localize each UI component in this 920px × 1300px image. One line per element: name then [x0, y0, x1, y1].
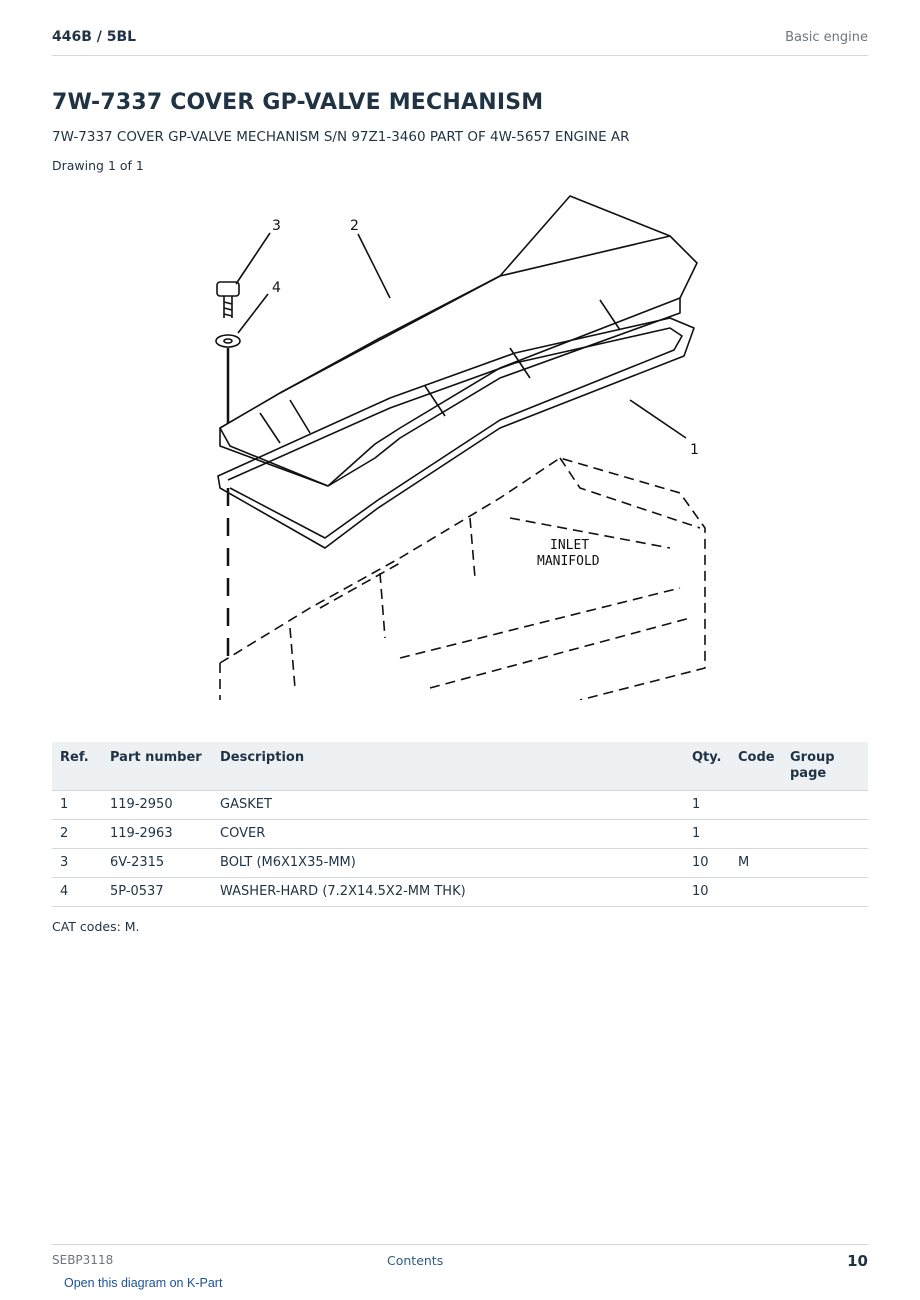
row-part-number: 6V-2315	[102, 849, 212, 878]
row-description: WASHER-HARD (7.2X14.5X2-MM THK)	[212, 878, 684, 907]
page-title: 7W-7337 COVER GP-VALVE MECHANISM	[52, 90, 544, 115]
col-group-page: Group page	[782, 742, 868, 791]
inlet-manifold-label-2: MANIFOLD	[537, 554, 600, 569]
row-qty: 1	[684, 791, 730, 820]
callout-label-1: 1	[690, 442, 699, 458]
callout-label-3: 3	[272, 218, 281, 234]
row-description: COVER	[212, 820, 684, 849]
leader-line-2	[358, 234, 390, 298]
bolt-shank	[224, 296, 232, 318]
page-number: 10	[847, 1252, 868, 1270]
document-id: SEBP3118	[52, 1253, 114, 1267]
row-part-number: 5P-0537	[102, 878, 212, 907]
row-part-number: 119-2963	[102, 820, 212, 849]
kpart-diagram-link[interactable]: Open this diagram on K-Part	[64, 1276, 223, 1290]
table-row	[52, 820, 868, 849]
row-ref: 2	[52, 820, 102, 849]
table-row	[52, 849, 868, 878]
row-code: M	[730, 849, 782, 878]
section-header: Basic engine	[785, 30, 868, 45]
row-code	[730, 791, 782, 820]
row-code	[730, 820, 782, 849]
leader-line-1	[630, 400, 686, 438]
inlet-manifold-label: INLET	[550, 538, 590, 553]
row-ref: 3	[52, 849, 102, 878]
row-qty: 1	[684, 820, 730, 849]
table-row	[52, 878, 868, 907]
table-header-row	[52, 742, 868, 791]
row-ref: 4	[52, 878, 102, 907]
row-group-page	[782, 791, 868, 820]
row-description: GASKET	[212, 791, 684, 820]
bolt-head	[217, 282, 239, 296]
row-qty: 10	[684, 849, 730, 878]
callout-label-4: 4	[272, 280, 281, 296]
footer-divider	[52, 1244, 868, 1245]
row-qty: 10	[684, 878, 730, 907]
table-row	[52, 791, 868, 820]
row-description: BOLT (M6X1X35-MM)	[212, 849, 684, 878]
header-divider	[52, 55, 868, 56]
cover-lip	[220, 298, 680, 486]
col-code: Code	[730, 742, 782, 791]
col-qty: Qty.	[684, 742, 730, 791]
row-group-page	[782, 820, 868, 849]
callout-label-2: 2	[350, 218, 359, 234]
exploded-diagram	[200, 188, 710, 700]
col-ref: Ref.	[52, 742, 102, 791]
cover-rib	[260, 300, 620, 443]
leader-line-4	[238, 294, 268, 333]
row-group-page	[782, 849, 868, 878]
col-description: Description	[212, 742, 684, 791]
row-part-number: 119-2950	[102, 791, 212, 820]
row-ref: 1	[52, 791, 102, 820]
washer	[216, 335, 240, 347]
page-subtitle: 7W-7337 COVER GP-VALVE MECHANISM S/N 97Z1-3460 PART OF 4W-5657 ENGINE AR	[52, 129, 630, 145]
parts-table	[52, 742, 868, 907]
col-part-number: Part number	[102, 742, 212, 791]
leader-line-3	[236, 233, 270, 284]
cover-top-edge	[280, 236, 670, 393]
drawing-label: Drawing 1 of 1	[52, 158, 144, 173]
gasket-outline	[218, 318, 694, 548]
row-code	[730, 878, 782, 907]
contents-link[interactable]: Contents	[387, 1253, 444, 1268]
gasket-inner	[228, 328, 682, 538]
row-group-page	[782, 878, 868, 907]
engine-block-detail	[290, 518, 690, 688]
model-header: 446B / 5BL	[52, 29, 137, 45]
cat-codes-note: CAT codes: M.	[52, 919, 140, 934]
